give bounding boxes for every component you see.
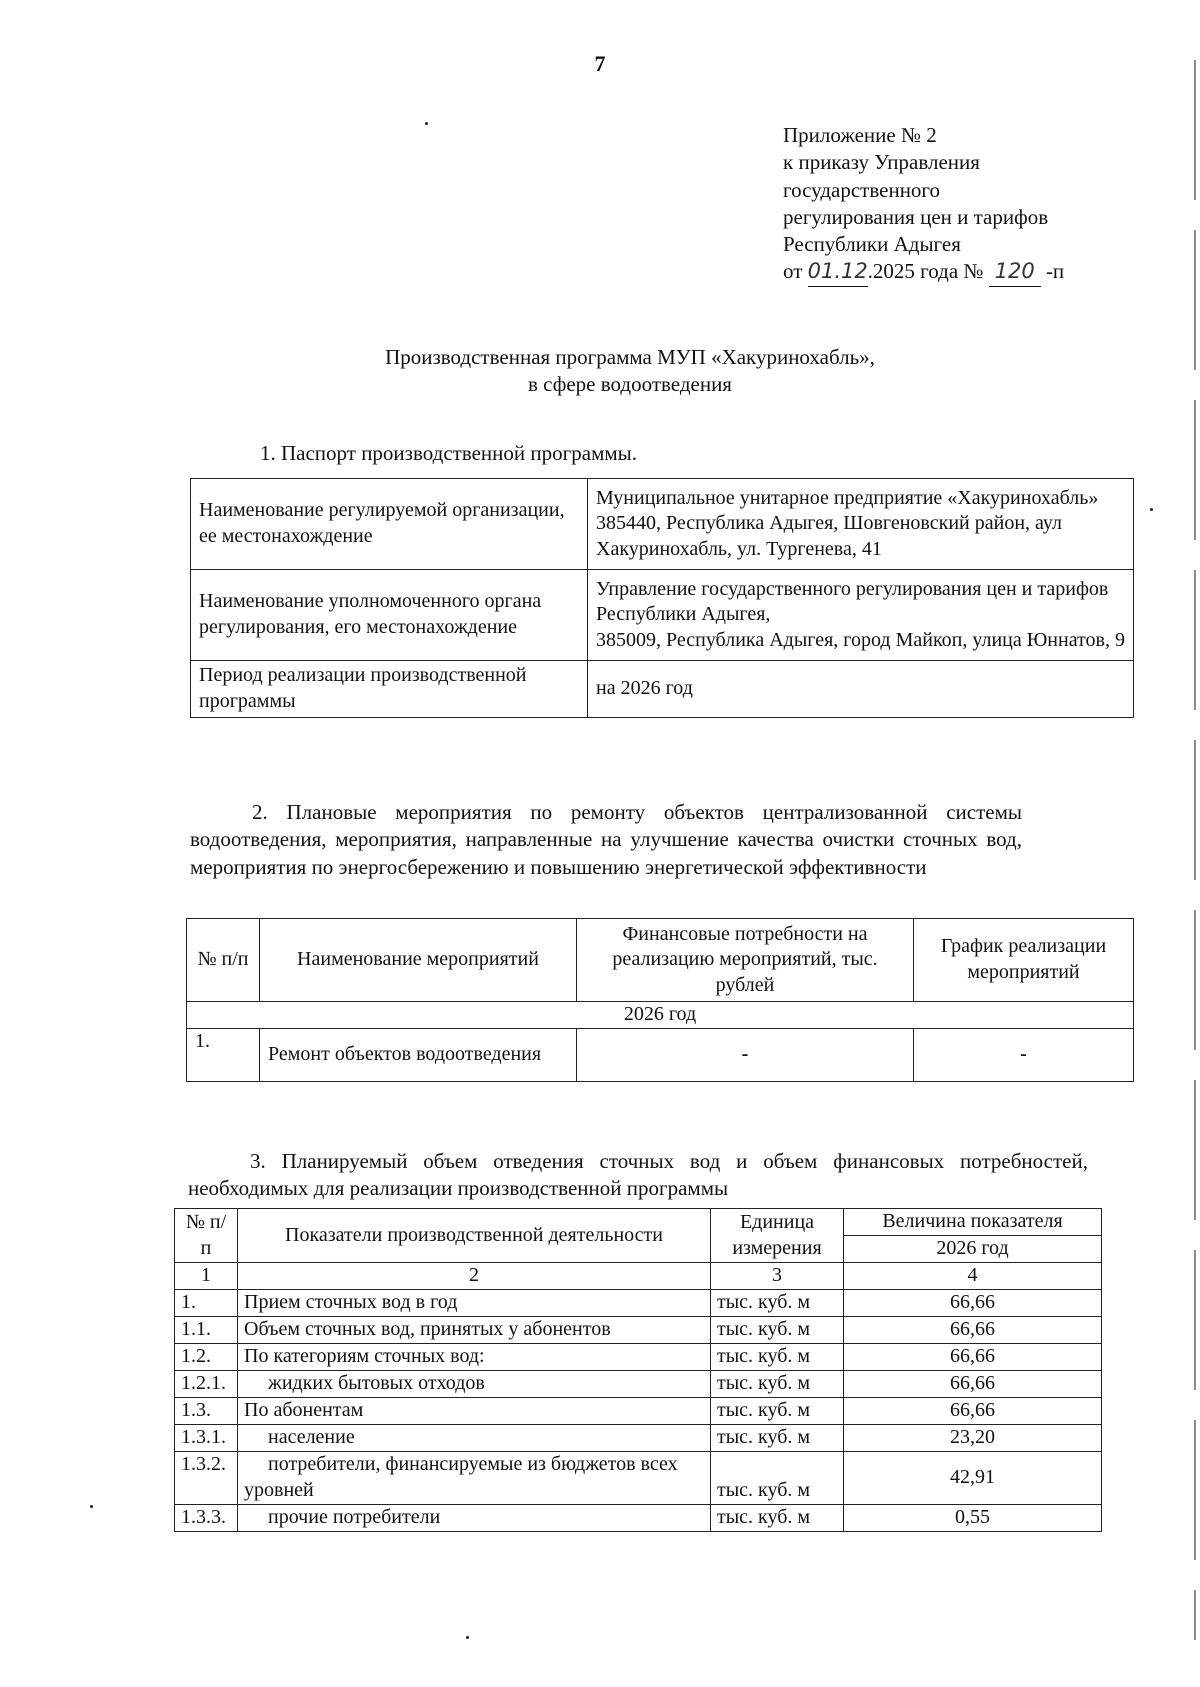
table-row <box>191 570 1134 661</box>
row-number: 1.2. <box>175 1344 238 1371</box>
table-row <box>187 1002 1134 1029</box>
column-header: Финансовые потребности на реализацию мероприятий, тыс. рублей <box>577 919 914 1002</box>
table-row <box>175 1425 1102 1452</box>
volume-table <box>174 1208 1102 1532</box>
passport-label: Наименование уполномоченного органа регулирования, его местонахождение <box>191 570 588 661</box>
year-row: 2026 год <box>187 1002 1134 1029</box>
scan-dot <box>466 1636 469 1639</box>
table-row <box>175 1290 1102 1317</box>
column-header: Наименование мероприятий <box>260 919 577 1002</box>
row-number: 1.3.2. <box>175 1452 238 1505</box>
indicator: потребители, финансируемые из бюджетов всех уровней <box>238 1452 711 1505</box>
column-header: № п/п <box>175 1209 238 1263</box>
table-row <box>175 1344 1102 1371</box>
table-row <box>175 1452 1102 1505</box>
section2-heading-text: 2. Плановые мероприятия по ремонту объектов централизованной системы водоотведения, мероприятия, направленные на улучшение качества очистки сточных вод, мероприятия по энергосбережению и повышению энергетической эффективности <box>190 800 1022 879</box>
column-header: Единица измерения <box>711 1209 844 1263</box>
value: 66,66 <box>844 1371 1102 1398</box>
unit: тыс. куб. м <box>711 1452 844 1505</box>
value: 66,66 <box>844 1317 1102 1344</box>
passport-value <box>588 661 1134 718</box>
value: 66,66 <box>844 1398 1102 1425</box>
indicator: жидких бытовых отходов <box>238 1371 711 1398</box>
number-suffix: -п <box>1045 259 1065 284</box>
table-row <box>175 1371 1102 1398</box>
column-header-year: 2026 год <box>844 1236 1102 1263</box>
date-prefix: от <box>783 259 803 284</box>
table-row <box>175 1398 1102 1425</box>
row-number: 1.1. <box>175 1317 238 1344</box>
column-header: Показатели производственной деятельности <box>238 1209 711 1263</box>
table-header-row <box>175 1209 1102 1236</box>
indicator: прочие потребители <box>238 1505 711 1532</box>
unit: тыс. куб. м <box>711 1317 844 1344</box>
value: 66,66 <box>844 1290 1102 1317</box>
appendix-line: регулирования цен и тарифов <box>783 204 1049 229</box>
appendix-date-line <box>783 258 1163 286</box>
passport-label: Период реализации производственной программы <box>191 661 588 718</box>
row-number: 1.3.3. <box>175 1505 238 1532</box>
scan-dot <box>90 1505 93 1508</box>
table-row <box>191 661 1134 718</box>
indicator: По абонентам <box>238 1398 711 1425</box>
row-number: 1. <box>175 1290 238 1317</box>
appendix-line: Приложение № 2 <box>783 123 937 147</box>
unit: тыс. куб. м <box>711 1505 844 1532</box>
handwritten-number: 120 <box>989 258 1041 286</box>
document-title <box>0 344 1200 399</box>
unit: тыс. куб. м <box>711 1398 844 1425</box>
column-number: 2 <box>238 1263 711 1290</box>
column-header: Величина показателя <box>844 1209 1102 1236</box>
passport-value-line: 385009, Республика Адыгея, город Майкоп, улица Юннатов, 9 <box>596 628 1125 651</box>
row-number: 1.2.1. <box>175 1371 238 1398</box>
scan-margin-line <box>1194 0 1196 1687</box>
column-header: № п/п <box>187 919 260 1002</box>
section1-heading: 1. Паспорт производственной программы. <box>260 441 638 465</box>
page-number: 7 <box>594 51 606 76</box>
appendix-line: к приказу Управления <box>783 150 980 175</box>
passport-value <box>588 479 1134 570</box>
passport-value-line: 385440, Республика Адыгея, Шовгеновский район, аул Хакуринохабль, ул. Тургенева, 41 <box>596 512 1062 560</box>
passport-value <box>588 570 1134 661</box>
measure-name: Ремонт объектов водоотведения <box>260 1029 577 1082</box>
section3-heading <box>188 1148 1088 1203</box>
passport-label: Наименование регулируемой организации, ее местонахождение <box>191 479 588 570</box>
unit: тыс. куб. м <box>711 1425 844 1452</box>
section3-heading-text: 3. Планируемый объем отведения сточных вод и объем финансовых потребностей, необходимых для реализации производственной программы <box>188 1149 1088 1201</box>
passport-value-line: на 2026 год <box>596 677 693 700</box>
value: 66,66 <box>844 1344 1102 1371</box>
column-number: 3 <box>711 1263 844 1290</box>
table-row <box>175 1263 1102 1290</box>
table-row <box>187 1029 1134 1082</box>
measures-table <box>186 918 1134 1082</box>
row-number: 1.3.1. <box>175 1425 238 1452</box>
unit: тыс. куб. м <box>711 1290 844 1317</box>
row-number: 1. <box>187 1029 260 1082</box>
date-suffix: .2025 года № <box>867 259 984 284</box>
column-number: 4 <box>844 1263 1102 1290</box>
value: 42,91 <box>844 1452 1102 1505</box>
title-line: в сфере водоотведения <box>528 372 732 397</box>
passport-value-line: Муниципальное унитарное предприятие «Хакуринохабль» <box>596 486 1099 509</box>
indicator: Прием сточных вод в год <box>238 1290 711 1317</box>
value: 23,20 <box>844 1425 1102 1452</box>
value: 0,55 <box>844 1505 1102 1532</box>
column-number: 1 <box>175 1263 238 1290</box>
handwritten-date: 01.12 <box>808 258 868 286</box>
table-row <box>175 1505 1102 1532</box>
row-number: 1.3. <box>175 1398 238 1425</box>
unit: тыс. куб. м <box>711 1371 844 1398</box>
table-header-row <box>187 919 1134 1002</box>
passport-table <box>190 478 1134 718</box>
unit: тыс. куб. м <box>711 1344 844 1371</box>
table-row <box>175 1317 1102 1344</box>
passport-value-line: Управление государственного регулирования цен и тарифов Республики Адыгея, <box>596 577 1109 626</box>
scan-dot <box>1150 508 1153 511</box>
indicator: По категориям сточных вод: <box>238 1344 711 1371</box>
schedule-value: - <box>914 1029 1134 1082</box>
scan-dot <box>425 122 428 125</box>
title-line: Производственная программа МУП «Хакуринохабль», <box>385 345 875 369</box>
indicator: население <box>238 1425 711 1452</box>
appendix-line: государственного <box>783 177 941 202</box>
column-header: График реализации мероприятий <box>914 919 1134 1002</box>
table-row <box>191 479 1134 570</box>
finance-value: - <box>577 1029 914 1082</box>
section2-heading <box>190 799 1022 881</box>
indicator: Объем сточных вод, принятых у абонентов <box>238 1317 711 1344</box>
appendix-block <box>783 122 1163 287</box>
appendix-line: Республики Адыгея <box>783 232 961 257</box>
